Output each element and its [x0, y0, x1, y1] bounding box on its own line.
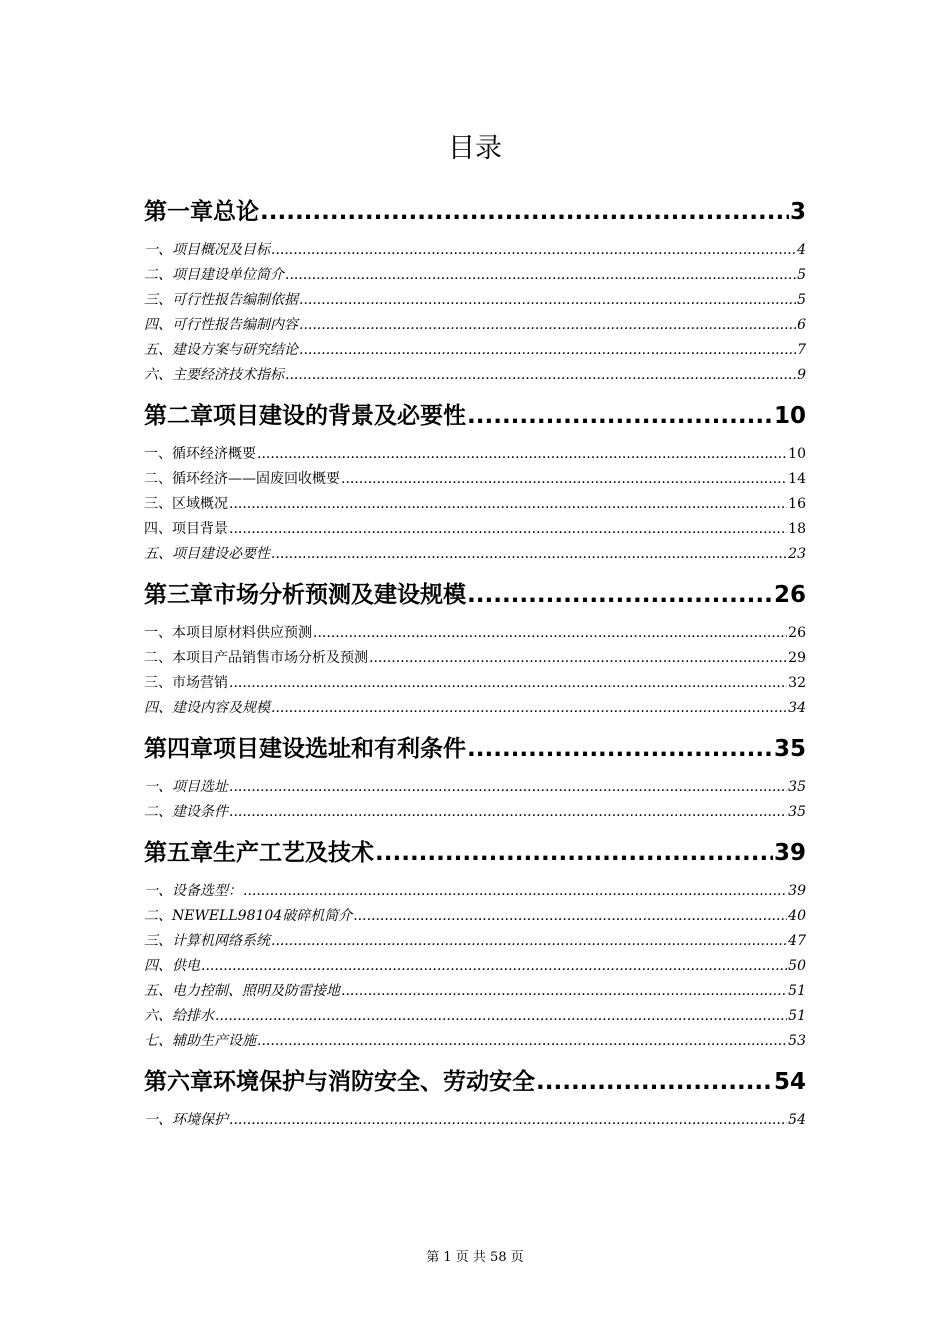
toc-section-label: 五、电力控制、照明及防雷接地 — [144, 983, 340, 999]
toc-chapter-label: 第二章项目建设的背景及必要性 — [144, 403, 466, 429]
toc-section-page: 50 — [788, 958, 806, 974]
toc-section-label: 四、项目背景 — [144, 521, 228, 537]
toc-chapter — [144, 193, 806, 389]
toc-chapter-page: 35 — [773, 736, 806, 762]
toc-section-page: 39 — [788, 883, 806, 899]
toc-section-label: 一、设备选型： — [144, 883, 242, 899]
toc-section-label: 三、可行性报告编制依据 — [144, 292, 298, 308]
table-of-contents — [144, 193, 806, 1142]
toc-leader-dots — [229, 521, 787, 537]
toc-section-page: 40 — [788, 908, 806, 924]
toc-section-label: 四、供电 — [144, 958, 200, 974]
toc-section-entry[interactable] — [144, 1109, 806, 1134]
toc-section-entry[interactable] — [144, 776, 806, 801]
toc-leader-dots — [257, 446, 787, 462]
toc-chapter-page: 26 — [773, 582, 806, 608]
toc-leader-dots — [243, 883, 787, 899]
toc-section-entry[interactable] — [144, 980, 806, 1005]
toc-leader-dots — [341, 471, 787, 487]
toc-section-entry[interactable] — [144, 801, 806, 826]
toc-section-entry[interactable] — [144, 672, 806, 697]
toc-chapter-label: 第三章市场分析预测及建设规模 — [144, 582, 466, 608]
toc-section-label: 一、项目概况及目标 — [144, 242, 270, 258]
toc-section-page: 23 — [788, 546, 806, 562]
toc-section-label: 三、区域概况 — [144, 496, 228, 512]
toc-section-entry[interactable] — [144, 622, 806, 647]
toc-section-entry[interactable] — [144, 443, 806, 468]
toc-leader-dots — [229, 779, 787, 795]
toc-chapter — [144, 1063, 806, 1134]
toc-section-entry[interactable] — [144, 697, 806, 722]
toc-chapter — [144, 730, 806, 826]
toc-section-entry[interactable] — [144, 518, 806, 543]
toc-section-label: 五、建设方案与研究结论 — [144, 342, 298, 358]
toc-section-page: 5 — [797, 267, 806, 283]
toc-section-page: 32 — [788, 675, 806, 691]
toc-chapter-label: 第一章总论 — [144, 199, 259, 225]
toc-section-page: 5 — [797, 292, 806, 308]
toc-leader-dots — [353, 908, 787, 924]
toc-leader-dots — [229, 1112, 787, 1128]
toc-leader-dots — [260, 199, 789, 225]
toc-chapter-page: 54 — [773, 1069, 806, 1095]
toc-section-label: 三、计算机网络系统 — [144, 933, 270, 949]
toc-chapter-label: 第六章环境保护与消防安全、劳动安全 — [144, 1069, 535, 1095]
toc-section-label: 二、项目建设单位简介 — [144, 267, 284, 283]
toc-section-page: 53 — [788, 1033, 806, 1049]
toc-section-page: 54 — [788, 1112, 806, 1128]
toc-chapter — [144, 576, 806, 722]
toc-leader-dots — [201, 958, 787, 974]
toc-chapter-page: 39 — [773, 840, 806, 866]
toc-section-entry[interactable] — [144, 264, 806, 289]
toc-section-entry[interactable] — [144, 880, 806, 905]
toc-section-entry[interactable] — [144, 239, 806, 264]
toc-section-label: 四、建设内容及规模 — [144, 700, 270, 716]
toc-section-label: 一、项目选址 — [144, 779, 228, 795]
toc-chapter-entry[interactable] — [144, 576, 806, 610]
toc-section-entry[interactable] — [144, 493, 806, 518]
toc-section-entry[interactable] — [144, 364, 806, 389]
toc-chapter — [144, 834, 806, 1055]
toc-section-label: 六、主要经济技术指标 — [144, 367, 284, 383]
toc-chapter — [144, 397, 806, 568]
toc-section-entry[interactable] — [144, 955, 806, 980]
toc-section-page: 47 — [788, 933, 806, 949]
toc-leader-dots — [299, 292, 796, 308]
toc-chapter-label: 第四章项目建设选址和有利条件 — [144, 736, 466, 762]
toc-section-page: 10 — [788, 446, 806, 462]
toc-leader-dots — [229, 496, 787, 512]
toc-section-page: 4 — [797, 242, 806, 258]
toc-section-entry[interactable] — [144, 647, 806, 672]
toc-chapter-entry[interactable] — [144, 397, 806, 431]
toc-section-label: 二、建设条件 — [144, 804, 228, 820]
toc-section-page: 16 — [788, 496, 806, 512]
toc-section-entry[interactable] — [144, 314, 806, 339]
toc-leader-dots — [299, 342, 796, 358]
page-footer: 第 1 页 共 58 页 — [426, 1250, 524, 1265]
toc-leader-dots — [215, 1008, 787, 1024]
toc-section-page: 9 — [797, 367, 806, 383]
toc-section-label: 三、市场营销 — [144, 675, 228, 691]
toc-section-label: 一、循环经济概要 — [144, 446, 256, 462]
toc-leader-dots — [467, 582, 773, 608]
toc-leader-dots — [285, 267, 796, 283]
toc-section-label: 五、项目建设必要性 — [144, 546, 270, 562]
toc-section-page: 18 — [788, 521, 806, 537]
toc-section-label: 一、本项目原材料供应预测 — [144, 625, 312, 641]
toc-chapter-label: 第五章生产工艺及技术 — [144, 840, 374, 866]
toc-section-page: 51 — [788, 983, 806, 999]
toc-section-entry[interactable] — [144, 543, 806, 568]
toc-leader-dots — [313, 625, 787, 641]
toc-section-page: 34 — [788, 700, 806, 716]
toc-chapter-entry[interactable] — [144, 1063, 806, 1097]
toc-section-entry[interactable] — [144, 289, 806, 314]
toc-section-label: 二、循环经济——固废回收概要 — [144, 471, 340, 487]
toc-leader-dots — [271, 546, 787, 562]
toc-section-page: 29 — [788, 650, 806, 666]
toc-section-entry[interactable] — [144, 339, 806, 364]
toc-leader-dots — [467, 403, 773, 429]
toc-section-page: 35 — [788, 804, 806, 820]
toc-leader-dots — [341, 983, 787, 999]
toc-leader-dots — [299, 317, 796, 333]
toc-leader-dots — [271, 700, 787, 716]
toc-leader-dots — [285, 367, 796, 383]
toc-leader-dots — [375, 840, 773, 866]
toc-section-label: 二、NEWELL98104破碎机简介 — [144, 908, 353, 924]
toc-leader-dots — [229, 804, 787, 820]
toc-chapter-page: 3 — [789, 199, 806, 225]
page-title: 目录 — [448, 133, 502, 164]
toc-section-entry[interactable] — [144, 1030, 806, 1055]
toc-chapter-entry[interactable] — [144, 193, 806, 227]
toc-leader-dots — [271, 242, 796, 258]
toc-chapter-entry[interactable] — [144, 730, 806, 764]
toc-section-page: 51 — [788, 1008, 806, 1024]
toc-leader-dots — [229, 675, 787, 691]
toc-leader-dots — [369, 650, 787, 666]
toc-section-label: 二、本项目产品销售市场分析及预测 — [144, 650, 368, 666]
toc-section-label: 七、辅助生产设施 — [144, 1033, 256, 1049]
toc-chapter-page: 10 — [773, 403, 806, 429]
toc-section-page: 14 — [788, 471, 806, 487]
toc-section-page: 6 — [797, 317, 806, 333]
toc-section-page: 7 — [797, 342, 806, 358]
toc-section-entry[interactable] — [144, 1005, 806, 1030]
toc-section-entry[interactable] — [144, 930, 806, 955]
toc-leader-dots — [467, 736, 773, 762]
toc-leader-dots — [536, 1069, 773, 1095]
toc-section-entry[interactable] — [144, 905, 806, 930]
toc-chapter-entry[interactable] — [144, 834, 806, 868]
toc-section-page: 35 — [788, 779, 806, 795]
toc-leader-dots — [257, 1033, 787, 1049]
toc-section-page: 26 — [788, 625, 806, 641]
toc-section-label: 四、可行性报告编制内容 — [144, 317, 298, 333]
toc-section-entry[interactable] — [144, 468, 806, 493]
toc-section-label: 六、给排水 — [144, 1008, 214, 1024]
toc-section-label: 一、环境保护 — [144, 1112, 228, 1128]
toc-leader-dots — [271, 933, 787, 949]
